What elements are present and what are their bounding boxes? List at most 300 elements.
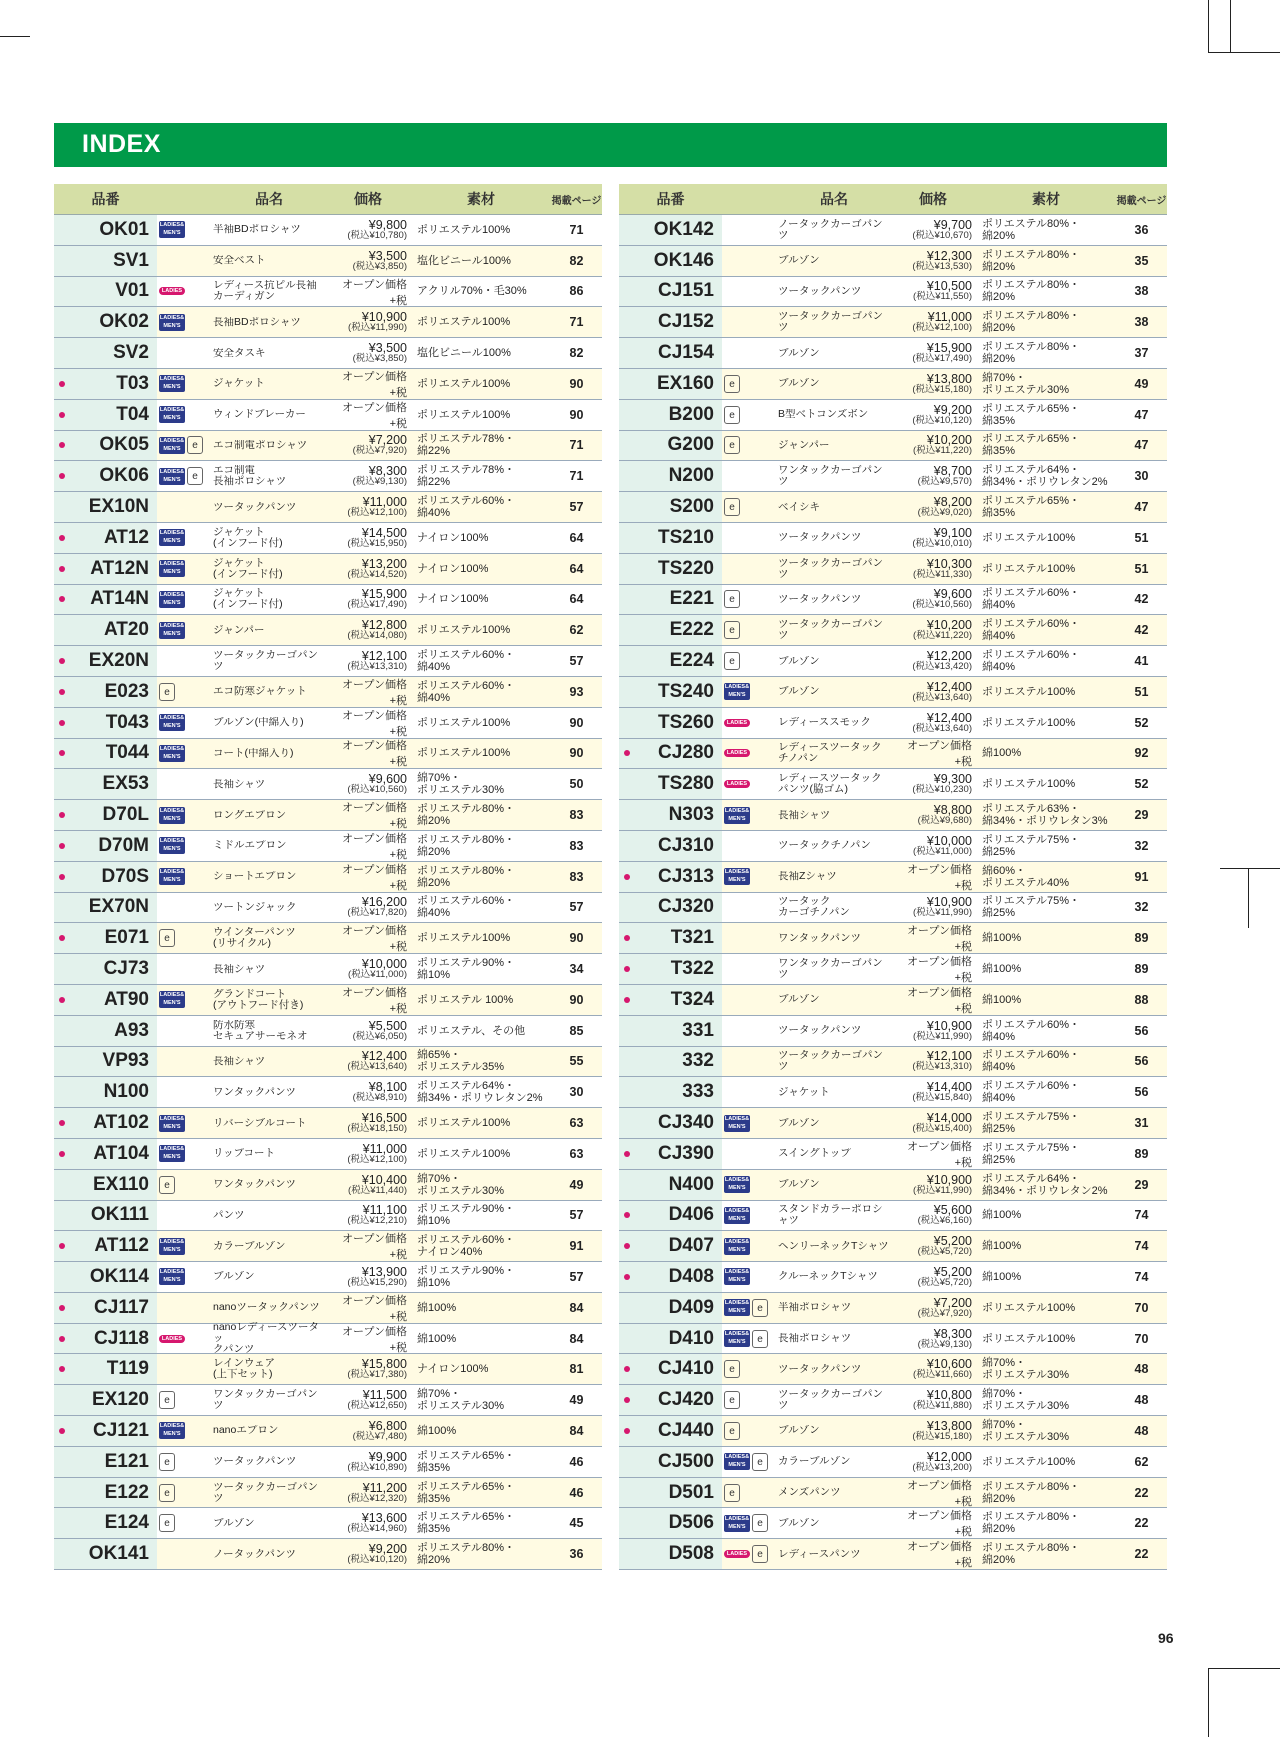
ladies-badge-icon: LADIES: [724, 719, 750, 727]
index-table-left: [54, 184, 602, 1570]
product-code: CJ440: [658, 1419, 714, 1441]
table-row: [619, 954, 1167, 985]
product-code-cell: [54, 769, 157, 799]
price: オープン価格+税: [341, 802, 407, 831]
ladies-mens-badge-icon: LADIES& MEN'S: [724, 807, 750, 822]
eco-mark-icon: e: [159, 1176, 175, 1194]
price-cell: [325, 342, 411, 364]
material: ポリエステル100%: [417, 1117, 511, 1129]
product-name: カラーブルゾン: [213, 1240, 286, 1252]
badge-cell: [722, 1422, 778, 1440]
badge-cell: [722, 1115, 778, 1132]
product-name: 安全タスキ: [213, 347, 266, 359]
product-code-cell: [619, 461, 722, 491]
price-cell: [325, 861, 411, 893]
table-row: [54, 1416, 602, 1447]
product-code: AT20: [103, 619, 149, 641]
price-with-tax: (税込¥11,990): [913, 1184, 972, 1196]
material: ポリエステル60%・ 綿40%: [417, 495, 516, 520]
price-with-tax: (税込¥12,100): [912, 322, 972, 334]
price: ¥12,400: [926, 679, 972, 694]
table-row: [619, 708, 1167, 739]
product-code: AT14N: [90, 588, 149, 610]
table-row: [54, 1077, 602, 1108]
catalog-page: 57: [569, 500, 584, 515]
material: ポリエステル100%: [417, 223, 511, 236]
price-cell: [890, 1389, 976, 1411]
price: ¥13,900: [361, 1264, 407, 1279]
price-cell: [890, 558, 976, 580]
new-item-dot-icon: [59, 874, 65, 880]
material: ポリエステル60%・ 綿40%: [982, 587, 1081, 612]
price-cell: [890, 1358, 976, 1380]
price-cell: [890, 404, 976, 426]
badge-cell: [157, 375, 213, 392]
product-code-cell: [54, 1354, 157, 1384]
product-name: ツータックパンツ: [778, 1025, 862, 1037]
catalog-page: 36: [1134, 222, 1149, 237]
product-code-cell: [619, 431, 722, 461]
ladies-mens-badge-icon: LADIES& MEN'S: [159, 530, 185, 545]
table-row: [54, 369, 602, 400]
price-with-tax: (税込¥10,120): [347, 1554, 407, 1566]
price-cell: [890, 496, 976, 518]
product-name: ワンタックカーゴパンツ: [778, 465, 883, 488]
price-with-tax: (税込¥15,840): [912, 1092, 972, 1104]
page-number: 96: [1158, 1630, 1174, 1646]
eco-mark-icon: e: [724, 1391, 740, 1409]
price: ¥7,200: [933, 1295, 972, 1310]
product-code-cell: [54, 677, 157, 707]
catalog-page: 35: [1134, 253, 1149, 268]
material: ポリエステル100%: [417, 624, 511, 637]
catalog-page: 92: [1134, 746, 1149, 761]
product-code-cell: [619, 215, 722, 245]
price-with-tax: (税込¥10,890): [347, 1461, 407, 1473]
new-item-dot-icon: [624, 1212, 630, 1218]
price-cell: [890, 1266, 976, 1288]
product-code: OK146: [653, 249, 714, 271]
price-with-tax: (税込¥17,490): [347, 599, 407, 611]
badge-cell: [722, 1545, 778, 1563]
price-with-tax: (税込¥13,310): [912, 1061, 972, 1073]
table-row: [619, 800, 1167, 831]
product-code-cell: [54, 1293, 157, 1323]
product-code-cell: [619, 1016, 722, 1046]
catalog-page: 42: [1134, 623, 1149, 638]
product-code: CJ410: [658, 1358, 714, 1380]
material: ポリエステル90%・ 綿10%: [417, 957, 516, 982]
price-cell: [890, 1235, 976, 1257]
price: ¥14,400: [926, 1080, 972, 1095]
material: 塩化ビニール100%: [417, 347, 511, 360]
product-code: CJ310: [658, 834, 714, 856]
table-row: [619, 431, 1167, 462]
price-cell: [890, 311, 976, 333]
price: オープン価格+税: [341, 863, 407, 892]
product-code-cell: [54, 1231, 157, 1261]
catalog-page: 49: [569, 1177, 584, 1192]
eco-mark-icon: e: [752, 1453, 768, 1471]
price-with-tax: (税込¥9,570): [917, 476, 972, 488]
price-with-tax: (税込¥13,640): [347, 1061, 407, 1073]
price-cell: [325, 1050, 411, 1072]
table-row: [619, 677, 1167, 708]
table-row: [619, 1262, 1167, 1293]
ladies-mens-badge-icon: LADIES& MEN'S: [159, 838, 185, 853]
new-item-dot-icon: [59, 1120, 65, 1126]
material: ナイロン100%: [417, 1363, 489, 1376]
table-row: [619, 862, 1167, 893]
price: ¥9,100: [933, 525, 972, 540]
price-cell: [890, 219, 976, 241]
product-code-cell: [619, 369, 722, 399]
price: ¥10,300: [926, 556, 972, 571]
price: ¥14,500: [361, 525, 407, 540]
badge-cell: [157, 1115, 213, 1132]
badge-cell: [722, 749, 778, 757]
price-with-tax: (税込¥13,530): [912, 260, 972, 272]
ladies-mens-badge-icon: LADIES& MEN'S: [159, 745, 185, 760]
crop-mark: [1208, 52, 1280, 53]
material: 綿70%・ ポリエステル30%: [982, 1357, 1070, 1382]
price: ¥10,500: [926, 279, 972, 294]
catalog-page: 31: [1134, 1116, 1149, 1130]
header-page: 掲載ページ: [1116, 195, 1167, 207]
material: ポリエステル78%・ 綿22%: [417, 464, 516, 489]
material: ポリエステル80%・ 綿20%: [982, 248, 1081, 273]
product-name: エコ防寒ジャケット: [213, 686, 307, 698]
material: ナイロン100%: [417, 531, 489, 544]
catalog-page: 62: [1134, 1454, 1149, 1469]
product-code-cell: [54, 461, 157, 491]
price-cell: [890, 1050, 976, 1072]
product-code-cell: [54, 1385, 157, 1415]
catalog-page: 46: [569, 1454, 584, 1469]
table-row: [54, 585, 602, 616]
table-rows: [54, 214, 602, 1570]
badge-cell: [722, 1330, 778, 1348]
material: ポリエステル80%・ 綿20%: [982, 1480, 1081, 1505]
table-row: [619, 215, 1167, 246]
catalog-page: 63: [569, 1146, 584, 1161]
price-with-tax: (税込¥5,720): [917, 1246, 972, 1258]
ladies-mens-badge-icon: LADIES& MEN'S: [724, 1177, 750, 1192]
badge-cell: [157, 714, 213, 731]
product-code-cell: [619, 1416, 722, 1446]
price-with-tax: (税込¥17,490): [912, 353, 972, 365]
table-row: [54, 1201, 602, 1232]
product-code: T119: [106, 1358, 149, 1380]
new-item-dot-icon: [624, 750, 630, 756]
product-name: リップコート: [213, 1148, 276, 1160]
catalog-page: 30: [1134, 469, 1149, 484]
price: ¥10,000: [926, 833, 972, 848]
badge-cell: [722, 621, 778, 639]
material: ナイロン100%: [417, 593, 489, 606]
product-code-cell: [619, 954, 722, 984]
badge-cell: [157, 1145, 213, 1162]
catalog-page: 41: [1134, 654, 1149, 669]
table-row: [619, 1293, 1167, 1324]
price: オープン価格+税: [906, 986, 972, 1015]
price: オープン価格+税: [341, 678, 407, 707]
price-cell: [890, 434, 976, 456]
price-with-tax: (税込¥13,200): [912, 1461, 972, 1473]
table-row: [619, 1324, 1167, 1355]
price-cell: [325, 276, 411, 308]
catalog-page: 22: [1134, 1547, 1149, 1562]
material: ポリエステル65%・ 綿35%: [982, 402, 1081, 427]
product-code: N200: [668, 465, 714, 487]
price-cell: [325, 896, 411, 918]
price: ¥5,200: [933, 1234, 972, 1249]
product-code: D409: [668, 1296, 714, 1318]
material: ポリエステル90%・ 綿10%: [417, 1264, 516, 1289]
product-code: AT12N: [90, 557, 149, 579]
badge-cell: [722, 375, 778, 393]
table-header: [619, 184, 1167, 214]
product-name: ツータックパンツ: [778, 532, 862, 544]
catalog-page: 90: [569, 407, 584, 422]
catalog-page: 71: [569, 222, 584, 237]
badge-cell: [157, 807, 213, 824]
product-name: レディースツータック チノパン: [778, 742, 882, 765]
badge-cell: [157, 1176, 213, 1194]
price: ¥12,300: [926, 248, 972, 263]
product-name: ワンタックパンツ: [778, 932, 861, 944]
table-row: [619, 769, 1167, 800]
price: ¥10,900: [926, 1018, 972, 1033]
badge-cell: [722, 1299, 778, 1317]
material: ポリエステル65%・ 綿35%: [417, 1480, 516, 1505]
product-name: グランドコート (アウトフード付き): [213, 988, 304, 1011]
eco-mark-icon: e: [159, 1514, 175, 1532]
badge-cell: [157, 221, 213, 238]
product-code-cell: [54, 708, 157, 738]
price-with-tax: (税込¥17,820): [347, 907, 407, 919]
price: ¥9,600: [368, 772, 407, 787]
material: ポリエステル60%・ 綿40%: [982, 1049, 1081, 1074]
product-code: SV1: [113, 249, 149, 271]
price-cell: [890, 465, 976, 487]
price-cell: [325, 465, 411, 487]
price: ¥13,800: [926, 371, 972, 386]
eco-mark-icon: e: [724, 1484, 740, 1502]
product-name: ツータックパンツ: [778, 593, 862, 605]
price-cell: [325, 737, 411, 769]
catalog-page: 70: [1134, 1300, 1149, 1315]
table-row: [54, 769, 602, 800]
product-code: 333: [682, 1081, 714, 1103]
price: オープン価格+税: [341, 709, 407, 738]
product-name: ツータック カーゴチノパン: [778, 896, 850, 919]
price: ¥11,100: [362, 1203, 407, 1218]
material: ポリエステル80%・ 綿20%: [417, 1542, 516, 1567]
product-code: B200: [668, 403, 714, 425]
ladies-mens-badge-icon: LADIES& MEN'S: [724, 1207, 750, 1222]
product-code: CJ390: [658, 1142, 714, 1164]
eco-mark-icon: e: [159, 1453, 175, 1471]
eco-mark-icon: e: [752, 1545, 768, 1563]
table-row: [619, 1108, 1167, 1139]
product-code-cell: [54, 739, 157, 769]
badge-cell: [157, 406, 213, 423]
table-row: [54, 523, 602, 554]
badge-cell: [157, 622, 213, 639]
table-row: [54, 1170, 602, 1201]
product-name: ブルゾン: [778, 1425, 820, 1437]
product-code: E224: [669, 650, 714, 672]
product-name: ツートンジャック: [213, 901, 297, 913]
price: オープン価格+税: [906, 1140, 972, 1169]
material: 綿100%: [982, 747, 1022, 760]
table-row: [619, 523, 1167, 554]
price: オープン価格+税: [341, 1294, 407, 1323]
table-row: [619, 1385, 1167, 1416]
product-name: ツータックカーゴパンツ: [213, 1481, 318, 1504]
catalog-page: 86: [569, 284, 584, 299]
ladies-mens-badge-icon: LADIES& MEN'S: [159, 314, 185, 329]
table-row: [619, 492, 1167, 523]
price: ¥9,600: [933, 587, 972, 602]
header-price: 価格: [354, 191, 382, 207]
price-with-tax: (税込¥11,990): [913, 1030, 972, 1042]
price: ¥14,000: [926, 1111, 972, 1125]
ladies-badge-icon: LADIES: [159, 1335, 185, 1343]
badge-cell: [157, 745, 213, 762]
catalog-page: 90: [569, 992, 584, 1007]
badge-cell: [157, 1268, 213, 1285]
price: オープン価格+税: [906, 1479, 972, 1508]
catalog-page: 37: [1134, 346, 1149, 361]
new-item-dot-icon: [59, 412, 65, 418]
catalog-page: 45: [569, 1516, 584, 1531]
ladies-mens-badge-icon: LADIES& MEN'S: [724, 1454, 750, 1469]
price: ¥8,700: [933, 464, 972, 479]
catalog-page: 36: [569, 1547, 584, 1562]
table-rows: [619, 214, 1167, 1570]
price-cell: [325, 773, 411, 795]
price: ¥9,300: [933, 772, 972, 787]
table-row: [619, 1047, 1167, 1078]
price-with-tax: (税込¥9,020): [917, 507, 972, 519]
material: 綿100%: [982, 1270, 1022, 1283]
new-item-dot-icon: [59, 473, 65, 479]
price-cell: [325, 676, 411, 708]
material: 綿100%: [982, 1240, 1022, 1253]
table-row: [54, 307, 602, 338]
material: ポリエステル100%: [417, 408, 511, 421]
price: ¥10,000: [361, 957, 407, 972]
catalog-page: 64: [569, 592, 584, 607]
new-item-dot-icon: [59, 1336, 65, 1342]
price: ¥15,800: [361, 1357, 407, 1372]
catalog-page: 50: [569, 777, 584, 792]
product-name: レインウェア (上下セット): [213, 1358, 276, 1381]
catalog-page: 83: [569, 869, 584, 884]
price-cell: [890, 1420, 976, 1442]
product-code: EX20N: [88, 650, 149, 672]
price: ¥8,300: [368, 464, 407, 479]
table-row: [54, 1508, 602, 1539]
catalog-page: 48: [1134, 1423, 1149, 1438]
price-cell: [890, 1451, 976, 1473]
badge-cell: [722, 1207, 778, 1224]
ladies-badge-icon: LADIES: [724, 749, 750, 757]
price-cell: [325, 1420, 411, 1442]
new-item-dot-icon: [59, 1305, 65, 1311]
price-cell: [890, 922, 976, 954]
material: ポリエステル65%・ 綿35%: [417, 1449, 516, 1474]
table-row: [54, 554, 602, 585]
product-name: ジャンパー: [778, 439, 830, 451]
new-item-dot-icon: [59, 442, 65, 448]
product-code-cell: [54, 1539, 157, 1569]
product-name: ブルゾン: [778, 686, 820, 698]
eco-mark-icon: e: [187, 467, 203, 485]
product-code: D70S: [101, 865, 149, 887]
badge-cell: [722, 1484, 778, 1502]
price-cell: [890, 650, 976, 672]
price-with-tax: (税込¥11,660): [913, 1369, 972, 1381]
material: ポリエステル65%・ 綿35%: [982, 433, 1081, 458]
product-code: CJ117: [94, 1296, 149, 1318]
product-code: D410: [668, 1327, 714, 1349]
price-with-tax: (税込¥11,550): [913, 291, 972, 303]
price-with-tax: (税込¥11,220): [913, 630, 972, 642]
price: オープン価格+税: [341, 986, 407, 1015]
product-code-cell: [54, 985, 157, 1015]
crop-mark: [1220, 868, 1280, 869]
material: 綿100%: [982, 1209, 1022, 1222]
catalog-page: 90: [569, 746, 584, 761]
new-item-dot-icon: [624, 874, 630, 880]
product-code-cell: [619, 1539, 722, 1569]
product-code: TS260: [658, 711, 714, 733]
table-row: [54, 1385, 602, 1416]
product-name: ジャケット (インフード付): [213, 588, 283, 611]
product-code: T321: [670, 927, 714, 949]
price: ¥8,800: [933, 803, 972, 818]
product-name: ツータックパンツ: [213, 1456, 297, 1468]
badge-cell: [157, 991, 213, 1008]
table-row: [54, 923, 602, 954]
eco-mark-icon: e: [159, 683, 175, 701]
price-cell: [325, 1266, 411, 1288]
ladies-mens-badge-icon: LADIES& MEN'S: [724, 1300, 750, 1315]
badge-cell: [157, 467, 213, 485]
price: ¥12,400: [926, 710, 972, 725]
eco-mark-icon: e: [159, 1391, 175, 1409]
product-name: ベイシキ: [778, 501, 820, 513]
material: ポリエステル 100%: [417, 993, 514, 1006]
material: 綿70%・ ポリエステル30%: [417, 772, 505, 797]
badge-cell: [157, 287, 213, 295]
product-name: スイングトップ: [778, 1148, 851, 1160]
product-code-cell: [619, 1139, 722, 1169]
product-code: A93: [114, 1019, 149, 1041]
product-code-cell: [54, 246, 157, 276]
product-code: CJ500: [658, 1450, 714, 1472]
badge-cell: [722, 652, 778, 670]
price-with-tax: (税込¥15,950): [347, 537, 407, 549]
badge-cell: [157, 560, 213, 577]
new-item-dot-icon: [59, 1428, 65, 1434]
price-cell: [325, 399, 411, 431]
catalog-page: 90: [569, 931, 584, 946]
table-row: [619, 831, 1167, 862]
